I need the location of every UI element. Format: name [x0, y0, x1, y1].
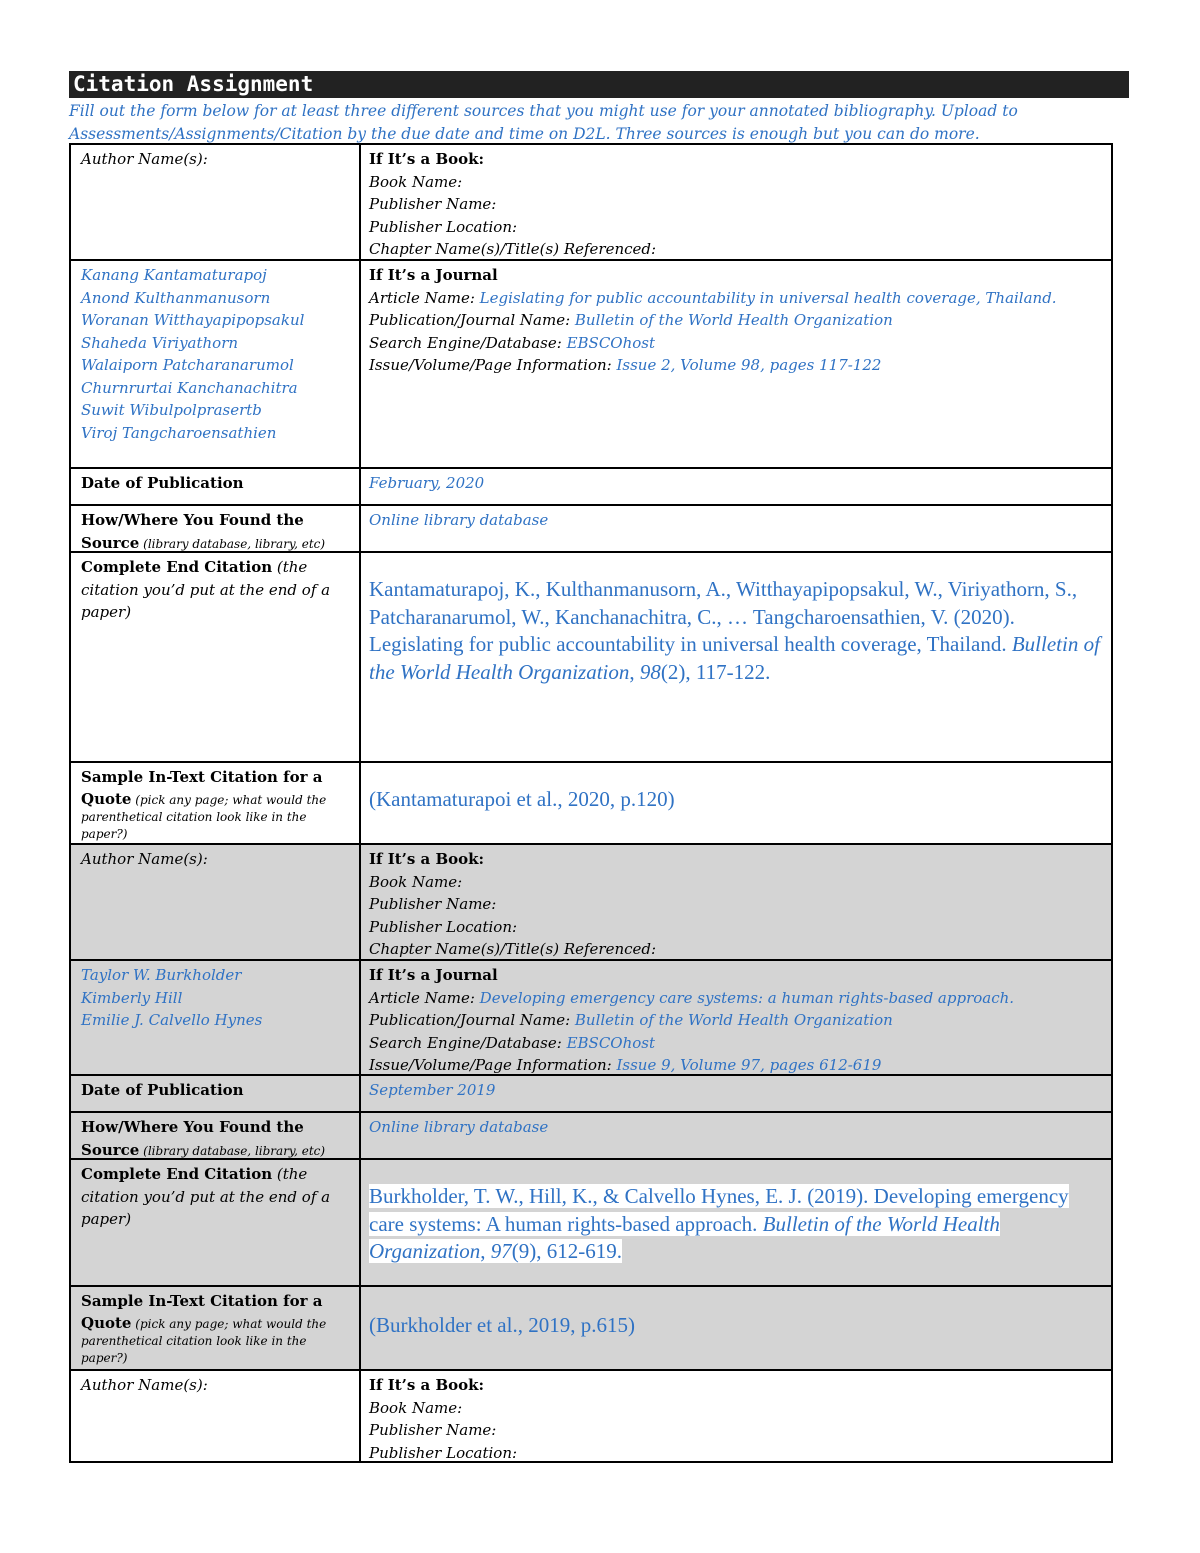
publisher-name-label: Publisher Name: [369, 895, 497, 913]
end-citation-volume: 97 [490, 1239, 512, 1263]
intext-label-cell [71, 1287, 361, 1369]
author-name: Kanang Kantamaturapoj [81, 266, 267, 284]
source-2-article-name[interactable]: Developing emergency care systems: a human rights-based approach. [479, 988, 1015, 1007]
source-1-book-row [69, 143, 1113, 259]
end-citation-separator: , [480, 1239, 491, 1263]
book-name-label: Book Name: [369, 872, 463, 891]
if-journal-label: If It’s a Journal [369, 266, 498, 284]
end-citation-volume: 98 [639, 659, 661, 684]
chapter-names-label: Chapter Name(s)/Title(s) Referenced: [369, 940, 657, 958]
end-citation-tail: (9), 612-619. [511, 1239, 622, 1263]
source-2-issue-info[interactable]: Issue 9, Volume 97, pages 612-619 [616, 1056, 882, 1074]
source-1-end-citation-row [69, 551, 1113, 761]
end-citation-tail: (2), 117-122. [660, 659, 771, 684]
author-name: Viroj Tangcharoensathien [81, 423, 277, 442]
author-names-label: Author Name(s): [81, 850, 208, 868]
source-2-intext: (Burkholder et al., 2019, p.615) [369, 1313, 635, 1337]
source-3-book-row [69, 1369, 1113, 1463]
end-citation-separator: , [629, 659, 640, 684]
source-2-database[interactable]: EBSCOhost [566, 1033, 656, 1052]
source-2-journal-cell [361, 961, 1111, 1074]
source-2-how-found-row [69, 1111, 1113, 1158]
chapter-names-label: Chapter Name(s)/Title(s) Referenced: [369, 240, 657, 258]
author-name: Shaheda Viriyathorn [81, 333, 239, 352]
date-of-publication-label: Date of Publication [71, 1076, 361, 1111]
source-1-date[interactable]: February, 2020 [369, 474, 485, 492]
how-found-label-cell [71, 1113, 361, 1158]
source-2-how-found[interactable]: Online library database [369, 1118, 549, 1136]
end-citation-journal: Bulletin of the World Health Organization [369, 632, 1100, 684]
author-name: Emilie J. Calvello Hynes [81, 1011, 263, 1029]
source-2-end-citation-row [69, 1158, 1113, 1285]
source-1-book-cell [361, 145, 1111, 259]
source-1-author-label-cell [71, 145, 361, 259]
title-bar [69, 71, 1129, 98]
database-label: Search Engine/Database: [369, 333, 567, 352]
source-2-book-cell [361, 845, 1111, 959]
author-name: Anond Kulthanmanusorn [81, 288, 271, 307]
issue-info-label: Issue/Volume/Page Information: [369, 356, 617, 374]
author-name: Kimberly Hill [81, 988, 183, 1007]
if-journal-label: If It’s a Journal [369, 966, 498, 984]
source-2-date[interactable]: September 2019 [369, 1081, 496, 1099]
source-2-date-row [69, 1074, 1113, 1111]
instructions: Fill out the form below for at least three different sources that you might use for your annotated bibliography. Upload to Assessments/Assignments/Citation by the due date and time on D2L. Three sources is enough but you can do more. [69, 102, 1018, 143]
source-2-intext-row [69, 1285, 1113, 1369]
database-label: Search Engine/Database: [369, 1033, 567, 1052]
intext-label: Sample In-Text Citation for a [81, 768, 323, 786]
source-1-intext-row [69, 761, 1113, 843]
end-citation-label-cell [71, 1160, 361, 1285]
source-2-author-label-cell [71, 845, 361, 959]
issue-info-label: Issue/Volume/Page Information: [369, 1056, 617, 1074]
page-title: Citation Assignment [73, 72, 314, 96]
end-citation-label-cell [71, 553, 361, 761]
author-name: Woranan Witthayapipopsakul [81, 311, 305, 329]
publisher-name-label: Publisher Name: [369, 195, 497, 213]
source-1-journal-row [69, 259, 1113, 467]
how-found-label: How/Where You Found the [81, 1118, 304, 1136]
publisher-location-label: Publisher Location: [369, 1443, 518, 1462]
how-found-label-cell [71, 506, 361, 551]
end-citation-label: Complete End Citation [81, 1165, 273, 1183]
author-name: Churnrurtai Kanchanachitra [81, 378, 298, 397]
intext-hint-3: paper?) [81, 1350, 128, 1365]
source-1-authors[interactable] [71, 261, 361, 467]
end-citation-hint: (the citation you’d put at the end of a paper) [81, 1165, 331, 1228]
source-1-issue-info[interactable]: Issue 2, Volume 98, pages 117-122 [616, 356, 882, 374]
source-2-book-row [69, 843, 1113, 959]
source-1-end-citation-cell[interactable] [361, 553, 1111, 761]
publisher-name-label: Publisher Name: [369, 1421, 497, 1439]
publisher-location-label: Publisher Location: [369, 917, 518, 936]
end-citation-text: Kantamaturapoj, K., Kulthanmanusorn, A., Witthayapipopsakul, W., Viriyathorn, S., Patcharanarumol, W., Kanchanachitra, C., … Tangcharoensathien, V. (2020). Legislating for public accountability in universal health coverage, Thailand. [369, 577, 1078, 656]
end-citation-label: Complete End Citation [81, 558, 273, 576]
how-found-hint: (library database, library, etc) [139, 536, 326, 551]
author-name: Suwit Wibulpolprasertb [81, 401, 262, 419]
source-3-book-cell[interactable] [361, 1371, 1111, 1461]
article-name-label: Article Name: [369, 988, 480, 1007]
intext-label-2: Quote [81, 1313, 132, 1332]
source-1-article-name[interactable]: Legislating for public accountability in universal health coverage, Thailand. [479, 288, 1057, 307]
author-name: Taylor W. Burkholder [81, 966, 242, 984]
how-found-label: How/Where You Found the [81, 511, 304, 529]
intext-hint-2: parenthetical citation look like in the [81, 809, 307, 824]
source-1-how-found[interactable]: Online library database [369, 511, 549, 529]
intext-label-cell [71, 763, 361, 843]
if-book-label: If It’s a Book: [369, 1376, 485, 1394]
how-found-label-2: Source [81, 1140, 140, 1159]
intext-hint: (pick any page; what would the [131, 1316, 327, 1331]
intext-label-2: Quote [81, 789, 132, 808]
source-1-journal-cell [361, 261, 1111, 467]
date-of-publication-label: Date of Publication [71, 469, 361, 504]
source-1-database[interactable]: EBSCOhost [566, 333, 656, 352]
source-1-journal-name[interactable]: Bulletin of the World Health Organization [574, 311, 893, 329]
if-book-label: If It’s a Book: [369, 150, 485, 168]
source-1-end-citation [369, 556, 1103, 686]
source-2-authors[interactable] [71, 961, 361, 1074]
source-2-end-citation [369, 1163, 1103, 1266]
how-found-label-2: Source [81, 533, 140, 552]
end-citation-journal: Bulletin of the World Health Organization [369, 1211, 1000, 1263]
author-names-label: Author Name(s): [81, 1376, 208, 1394]
intext-hint-3: paper?) [81, 826, 128, 841]
how-found-hint: (library database, library, etc) [139, 1143, 326, 1158]
source-2-end-citation-cell[interactable] [361, 1160, 1111, 1285]
intext-hint: (pick any page; what would the [131, 792, 327, 807]
journal-name-label: Publication/Journal Name: [369, 1011, 575, 1029]
if-book-label: If It’s a Book: [369, 850, 485, 868]
author-name: Walaiporn Patcharanarumol [81, 356, 294, 374]
book-name-label: Book Name: [369, 172, 463, 191]
intext-label: Sample In-Text Citation for a [81, 1292, 323, 1310]
source-3-author-label-cell[interactable] [71, 1371, 361, 1461]
intext-hint-2: parenthetical citation look like in the [81, 1333, 307, 1348]
source-2-intext-cell[interactable] [361, 1287, 1111, 1369]
author-names-label: Author Name(s): [81, 150, 208, 168]
book-name-label: Book Name: [369, 1398, 463, 1417]
source-2-journal-row [69, 959, 1113, 1074]
end-citation-text: Burkholder, T. W., Hill, K., & Calvello Hynes, E. J. (2019). Developing emergency care systems: A human rights-based approach. [369, 1184, 1069, 1236]
journal-name-label: Publication/Journal Name: [369, 311, 575, 329]
end-citation-hint: (the citation you’d put at the end of a paper) [81, 558, 331, 621]
source-1-intext-cell[interactable] [361, 763, 1111, 843]
publisher-location-label: Publisher Location: [369, 217, 518, 236]
article-name-label: Article Name: [369, 288, 480, 307]
source-1-date-row [69, 467, 1113, 504]
source-1-intext: (Kantamaturapoi et al., 2020, p.120) [369, 787, 675, 811]
citation-form [69, 143, 1113, 1463]
source-1-how-found-row [69, 504, 1113, 551]
source-2-journal-name[interactable]: Bulletin of the World Health Organization [574, 1011, 893, 1029]
